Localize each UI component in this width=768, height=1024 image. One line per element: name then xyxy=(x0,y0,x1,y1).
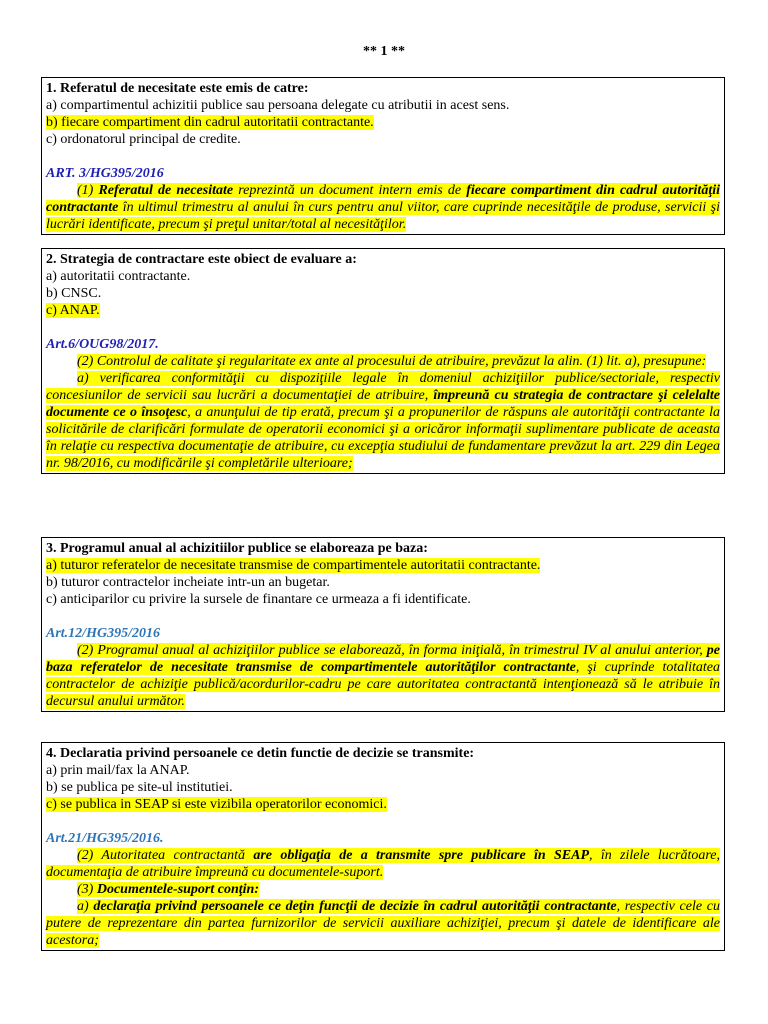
question-1-option-b: b) fiecare compartiment din cadrul autoritatii contractante. xyxy=(46,115,374,130)
question-1-explanation: (1) Referatul de necesitate reprezintă un document intern emis de fiecare compartiment din cadrul autorităţii contractante în ultimul trimestru al anului în curs pentru anul viitor, care cuprinde necesităţile de produse, servicii şi lucrări identificate, precum şi preţul unitar/total al necesităţilor. xyxy=(46,183,720,232)
question-4-explanation-point-a: a) declaraţia privind persoanele ce deţin funcţii de decizie în cadrul autorităţii contractante, respectiv cele cu putere de reprezentare din partea furnizorilor de servicii auxiliare achiziţiei, precum şi datele de identificare ale acestora; xyxy=(46,899,721,948)
question-4-option-c: c) se publica in SEAP si este vizibila operatorilor economici. xyxy=(46,797,387,812)
question-4-article-ref: Art.21/HG395/2016. xyxy=(46,831,164,846)
question-3-option-b: b) tuturor contractelor incheiate intr-un an bugetar. xyxy=(46,575,330,590)
question-3-option-a: a) tuturor referatelor de necesitate transmise de compartimentele autoritatii contractante. xyxy=(46,558,541,573)
question-2-title: 2. Strategia de contractare este obiect de evaluare a: xyxy=(46,252,357,267)
question-3-article-ref: Art.12/HG395/2016 xyxy=(46,626,160,641)
question-1-title: 1. Referatul de necesitate este emis de catre: xyxy=(46,81,309,96)
question-2-article-ref: Art.6/OUG98/2017. xyxy=(46,337,159,352)
question-3-explanation: (2) Programul anual al achiziţiilor publice se elaborează, în forma iniţială, în trimestrul IV al anului anterior, pe baza referatelor de necesitate transmise de compartimentele autorităţilor contractante, şi cuprinde totalitatea contractelor de achiziţie publică/acordurilor-cadru pe care autoritatea contractantă intenţionează să le atribuie în decursul anului următor. xyxy=(46,643,721,709)
question-1-article-ref: ART. 3/HG395/2016 xyxy=(46,166,164,181)
question-4-box xyxy=(41,742,725,951)
question-3-title: 3. Programul anual al achizitiilor publice se elaboreaza pe baza: xyxy=(46,541,428,556)
page-title: ** 1 ** xyxy=(363,44,405,59)
question-4-title: 4. Declaratia privind persoanele ce detin functie de decizie se transmite: xyxy=(46,746,475,761)
question-4-explanation-para-2: (2) Autoritatea contractantă are obligaţia de a transmite spre publicare în SEAP, în zilele lucrătoare, documentaţia de atribuire împreună cu documentele-suport. xyxy=(46,848,720,880)
question-2-option-a: a) autoritatii contractante. xyxy=(46,269,191,284)
question-2-box xyxy=(41,248,725,474)
question-1-option-c: c) ordonatorul principal de credite. xyxy=(46,132,241,147)
question-2-option-c: c) ANAP. xyxy=(46,303,100,318)
question-2-explanation-intro: (2) Controlul de calitate şi regularitate ex ante al procesului de atribuire, prevăzut la alin. (1) lit. a), presupune: xyxy=(77,354,707,369)
question-1-box xyxy=(41,77,725,235)
question-1-option-a: a) compartimentul achizitii publice sau persoana delegate cu atributii in acest sens. xyxy=(46,98,510,113)
question-3-box xyxy=(41,537,725,712)
question-2-option-b: b) CNSC. xyxy=(46,286,102,301)
question-4-option-a: a) prin mail/fax la ANAP. xyxy=(46,763,190,778)
question-4-option-b: b) se publica pe site-ul institutiei. xyxy=(46,780,233,795)
question-3-option-c: c) anticiparilor cu privire la sursele de finantare ce urmeaza a fi identificate. xyxy=(46,592,471,607)
question-2-explanation-point-a: a) verificarea conformităţii cu dispoziţiile legale în domeniul achiziţiilor publice/sectoriale, respectiv concesiunilor de servicii sau lucrări a documentaţiei de atribuire, împreună cu strategia de contractare şi celelalte documente ce o însoţesc, a anunţului de tip erată, precum şi a propunerilor de răspuns ale autorităţii contractante la solicitările de clarificări formulate de operatorii economici şi a oricăror informaţii suplimentare publicate de aceasta în relaţie cu respectiva documentaţie de atribuire, cu excepţia studiului de fundamentare prevăzut la art. 229 din Legea nr. 98/2016, cu modificările şi completările ulterioare; xyxy=(46,371,721,471)
question-4-explanation-para-3: (3) Documentele-suport conţin: xyxy=(77,882,259,897)
